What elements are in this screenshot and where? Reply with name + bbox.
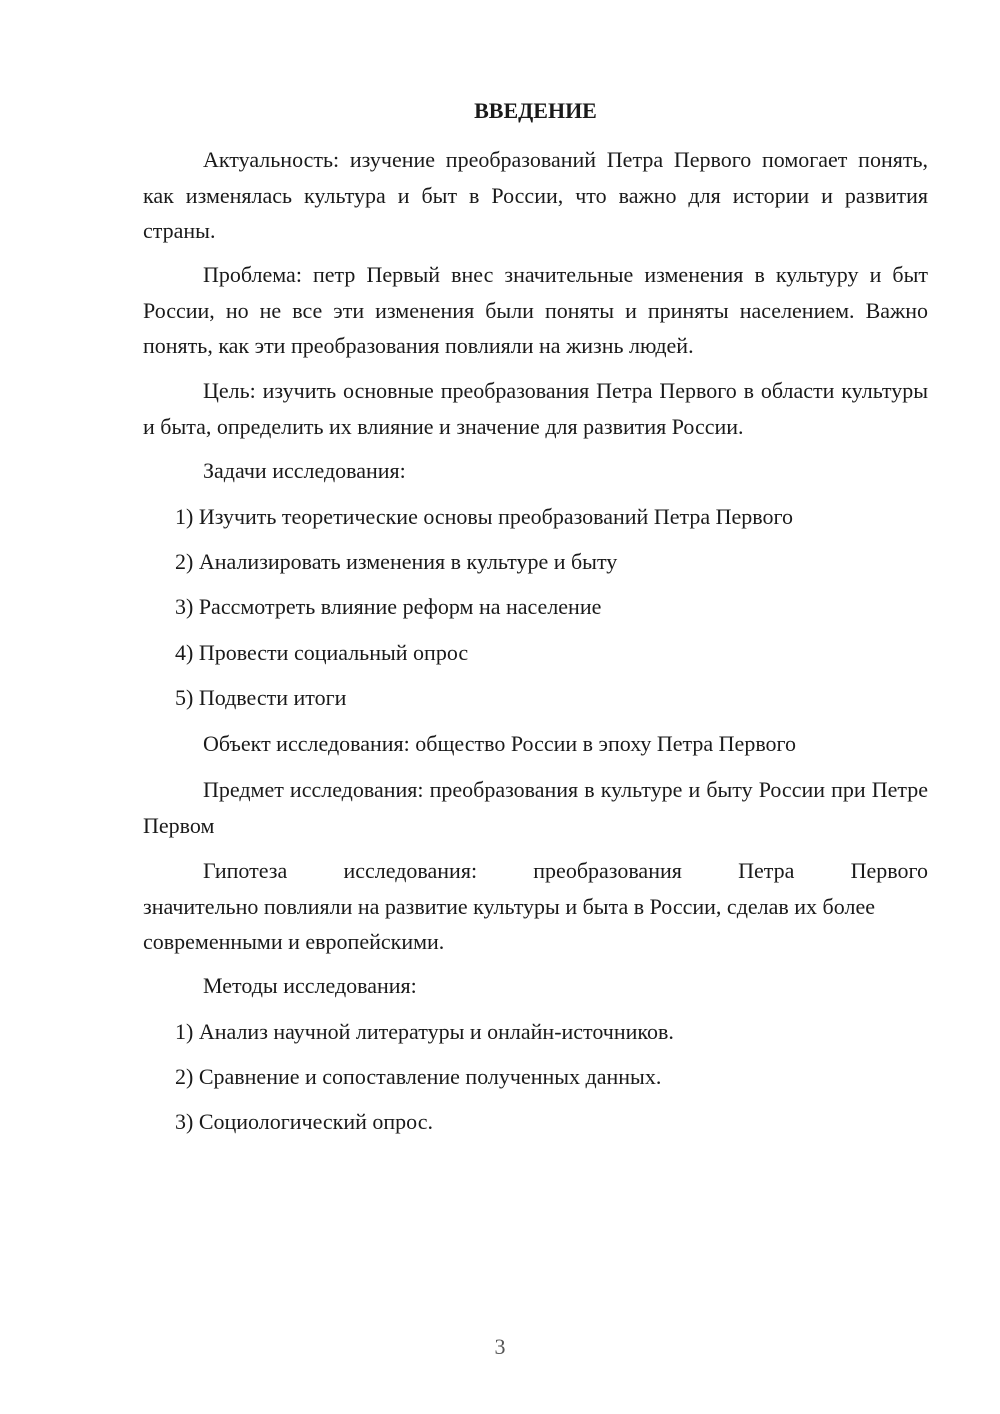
page-number: 3: [494, 1334, 506, 1359]
hypothesis-first-line: [143, 853, 928, 889]
method-item-2: 2) Сравнение и сопоставление полученных данных.: [175, 1064, 662, 1089]
hypothesis-word: Первого: [850, 858, 928, 883]
hypothesis-word: Гипотеза: [203, 858, 288, 883]
task-item-3: 3) Рассмотреть влияние реформ на население: [175, 594, 602, 619]
task-item-5: 5) Подвести итоги: [175, 685, 347, 710]
task-item-2: 2) Анализировать изменения в культуре и быту: [175, 549, 618, 574]
task-item-4: 4) Провести социальный опрос: [175, 640, 469, 665]
task-item-1: 1) Изучить теоретические основы преобразований Петра Первого: [175, 504, 793, 529]
tasks-heading: Задачи исследования:: [203, 458, 406, 483]
object-paragraph: Объект исследования: общество России в эпоху Петра Первого: [203, 731, 797, 756]
method-item-3: 3) Социологический опрос.: [175, 1109, 433, 1134]
subject-paragraph: Предмет исследования: преобразования в культуре и быту России при Петре Первом: [143, 777, 928, 838]
relevance-paragraph: Актуальность: изучение преобразований Петра Первого помогает понять, как изменялась культура и быт в России, что важно для истории и развития страны.: [143, 147, 928, 243]
hypothesis-word: Петра: [738, 858, 795, 883]
method-item-1: 1) Анализ научной литературы и онлайн-источников.: [175, 1019, 674, 1044]
hypothesis-rest: значительно повлияли на развитие культуры и быта в России, сделав их более современными и европейскими.: [143, 893, 875, 954]
hypothesis-word: преобразования: [533, 858, 682, 883]
problem-paragraph: Проблема: петр Первый внес значительные изменения в культуру и быт России, но не все эти изменения были поняты и приняты населением. Важно понять, как эти преобразования повлияли на жизнь людей.: [143, 262, 928, 358]
methods-heading: Методы исследования:: [203, 973, 417, 998]
page-title: ВВЕДЕНИЕ: [474, 98, 597, 123]
hypothesis-word: исследования:: [343, 858, 478, 883]
hypothesis-paragraph: [143, 853, 928, 960]
goal-paragraph: Цель: изучить основные преобразования Петра Первого в области культуры и быта, определить их влияние и значение для развития России.: [143, 378, 928, 439]
